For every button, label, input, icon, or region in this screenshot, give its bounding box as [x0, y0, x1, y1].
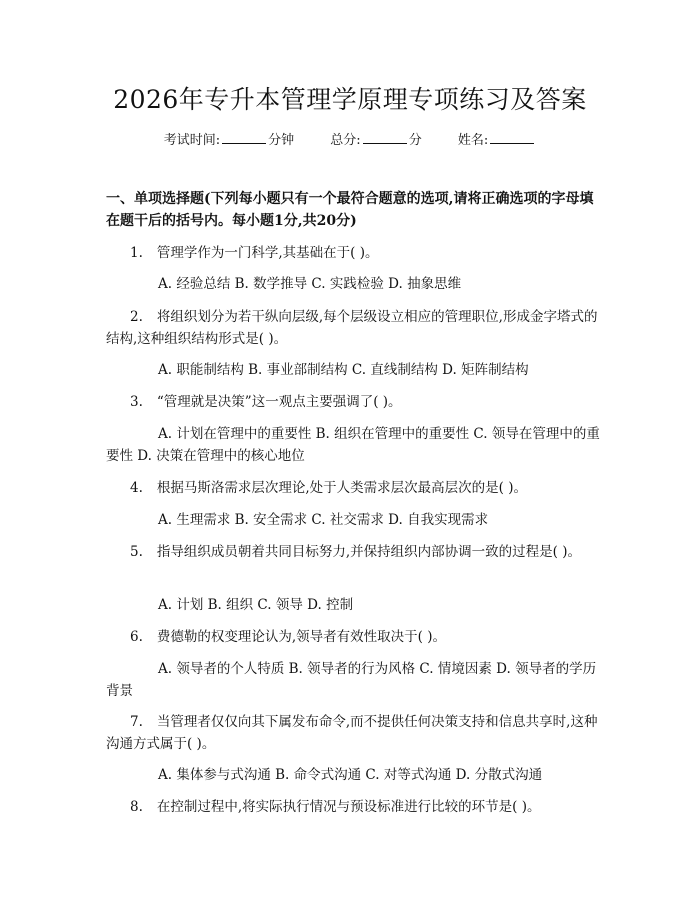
question-stem	[106, 242, 600, 264]
question-text: 指导组织成员朝着共同目标努力,并保持组织内部协调一致的过程是( )。	[156, 544, 582, 560]
score-unit: 分	[408, 133, 422, 148]
time-field	[164, 131, 294, 151]
question-text: 将组织划分为若干纵向层级,每个层级设立相应的管理职位,形成金字塔式的结构,这种组织结构形式是( )。	[106, 309, 598, 347]
question-stem	[106, 391, 600, 413]
score-label: 总分:	[330, 133, 361, 148]
question-stem	[106, 796, 600, 818]
question-number: 8.	[130, 799, 143, 815]
section-heading: 一、单项选择题(下列每小题只有一个最符合题意的选项,请将正确选项的字母填在题干后的括号内。每小题1分,共20分)	[106, 191, 594, 229]
question-stem	[106, 306, 600, 350]
name-field	[458, 131, 536, 151]
question-number: 6.	[130, 629, 143, 645]
time-label: 考试时间:	[163, 133, 221, 148]
question-text: 费德勒的权变理论认为,领导者有效性取决于( )。	[156, 629, 447, 645]
question-text: 根据马斯洛需求层次理论,处于人类需求层次最高层次的是( )。	[156, 480, 528, 496]
question-number: 4.	[130, 480, 143, 496]
score-field	[330, 131, 421, 151]
question-options: A. 集体参与式沟通 B. 命令式沟通 C. 对等式沟通 D. 分散式沟通	[158, 767, 543, 783]
name-label: 姓名:	[457, 133, 489, 148]
document-title: 2026年专升本管理学原理专项练习及答案	[113, 85, 587, 114]
question-stem	[106, 541, 600, 563]
question-number: 3.	[130, 394, 143, 410]
question-number: 1.	[130, 245, 143, 261]
time-unit: 分钟	[268, 133, 295, 148]
question-options: A. 职能制结构 B. 事业部制结构 C. 直线制结构 D. 矩阵制结构	[158, 362, 529, 378]
time-blank	[222, 131, 266, 144]
question-stem	[106, 711, 600, 755]
question-text: 在控制过程中,将实际执行情况与预设标准进行比较的环节是( )。	[156, 799, 541, 815]
question-stem	[106, 626, 600, 648]
question-options: A. 领导者的个人特质 B. 领导者的行为风格 C. 情境因素 D. 领导者的学历背景	[106, 661, 597, 699]
question-options: A. 生理需求 B. 安全需求 C. 社交需求 D. 自我实现需求	[158, 512, 489, 528]
score-blank	[363, 131, 407, 144]
question-stem	[106, 477, 600, 499]
name-blank	[490, 131, 534, 144]
question-text: 当管理者仅仅向其下属发布命令,而不提供任何决策支持和信息共享时,这种沟通方式属于( )。	[106, 714, 598, 752]
question-options: A. 计划在管理中的重要性 B. 组织在管理中的重要性 C. 领导在管理中的重要性 D. 决策在管理中的核心地位	[106, 426, 600, 464]
question-number: 2.	[130, 309, 143, 325]
question-options: A. 经验总结 B. 数学推导 C. 实践检验 D. 抽象思维	[158, 276, 462, 292]
question-options: A. 计划 B. 组织 C. 领导 D. 控制	[158, 597, 354, 613]
question-number: 7.	[130, 714, 143, 730]
question-text: “管理就是决策”这一观点主要强调了( )。	[156, 394, 402, 410]
question-text: 管理学作为一门科学,其基础在于( )。	[156, 245, 379, 261]
exam-meta	[0, 131, 700, 151]
question-number: 5.	[130, 544, 143, 560]
